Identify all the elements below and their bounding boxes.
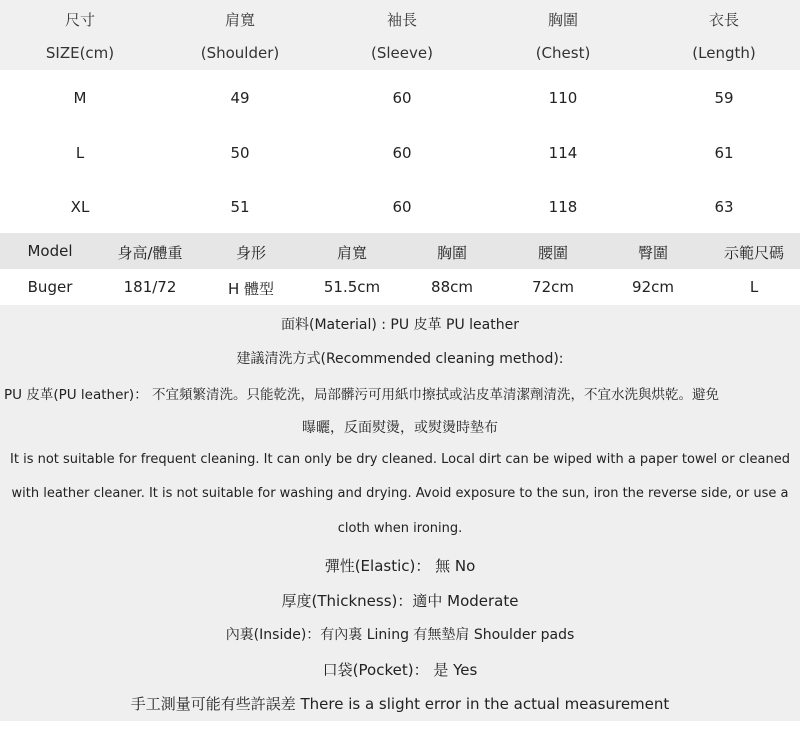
header-shoulder-en: (Shoulder)	[200, 44, 280, 62]
table-cell: 114	[548, 144, 578, 162]
cleaning-zh-line-1: PU 皮革(PU leather)： 不宜頻繁清洗。只能乾洗，局部髒污可用紙巾擦拭或沾皮革清潔劑清洗，不宜水洗與烘乾。避免	[4, 387, 719, 403]
table-cell: 110	[548, 89, 578, 107]
model-cell: 181/72	[123, 278, 177, 296]
table-cell: 118	[548, 198, 578, 216]
model-header-cell: 身高/體重	[117, 244, 183, 262]
header-shoulder-zh: 肩寬	[224, 11, 256, 29]
cleaning-title: 建議清洗方式(Recommended cleaning method):	[236, 351, 564, 367]
model-table-row	[0, 269, 800, 305]
model-header-cell: 示範尺碼	[723, 244, 785, 262]
table-cell: 60	[392, 198, 412, 216]
header-sleeve-zh: 袖長	[386, 11, 418, 29]
model-cell: 88cm	[431, 278, 473, 296]
table-cell: M	[73, 89, 87, 107]
model-header-cell: 腰圍	[537, 244, 569, 262]
header-length-en: (Length)	[692, 44, 756, 62]
model-cell: H 體型	[227, 280, 275, 298]
table-cell: 49	[230, 89, 250, 107]
table-cell: 51	[230, 198, 250, 216]
model-header-cell: Model	[27, 242, 73, 260]
model-header-cell: 身形	[235, 244, 267, 262]
header-size-zh: 尺寸	[64, 11, 96, 29]
size-table-body	[0, 70, 800, 233]
product-description	[0, 305, 800, 721]
table-cell: 61	[714, 144, 734, 162]
header-sleeve-en: (Sleeve)	[371, 44, 433, 62]
model-header-cell: 肩寬	[336, 244, 368, 262]
thickness-text: 厚度(Thickness)：適中 Moderate	[281, 592, 519, 610]
elastic-text: 彈性(Elastic)： 無 No	[324, 557, 476, 575]
header-chest-en: (Chest)	[535, 44, 591, 62]
header-chest-zh: 胸圍	[547, 11, 579, 29]
cleaning-en-line-2: with leather cleaner. It is not suitable for washing and drying. Avoid exposure to the sun, iron the reverse side, or use a	[11, 486, 789, 501]
model-cell: 92cm	[632, 278, 674, 296]
material-text: 面料(Material) : PU 皮革 PU leather	[281, 317, 519, 333]
cleaning-en-line-1: It is not suitable for frequent cleaning. It can only be dry cleaned. Local dirt can be wiped with a paper towel or cleaned	[10, 452, 790, 467]
model-cell: 51.5cm	[323, 278, 381, 296]
table-cell: 59	[714, 89, 734, 107]
header-length-zh: 衣長	[708, 11, 740, 29]
inside-text: 內裏(Inside)：有內裏 Lining 有無墊肩 Shoulder pads	[225, 627, 575, 643]
table-cell: 50	[230, 144, 250, 162]
model-cell: 72cm	[532, 278, 574, 296]
table-cell: 63	[714, 198, 734, 216]
header-size-en: SIZE(cm)	[45, 44, 115, 62]
model-header-cell: 胸圍	[436, 244, 468, 262]
model-cell: Buger	[27, 278, 73, 296]
table-cell: 60	[392, 89, 412, 107]
model-cell: L	[749, 278, 759, 296]
table-cell: L	[75, 144, 85, 162]
cleaning-en-line-3: cloth when ironing.	[337, 521, 463, 536]
model-table-header	[0, 233, 800, 269]
pocket-text: 口袋(Pocket)： 是 Yes	[322, 661, 478, 679]
cleaning-zh-line-2: 曝曬，反面熨燙，或熨燙時墊布	[302, 420, 498, 436]
table-cell: 60	[392, 144, 412, 162]
model-header-cell: 臀圍	[637, 244, 669, 262]
size-table-header	[0, 0, 800, 70]
measurement-note: 手工測量可能有些許誤差 There is a slight error in the actual measurement	[130, 695, 670, 713]
table-cell: XL	[70, 198, 90, 216]
